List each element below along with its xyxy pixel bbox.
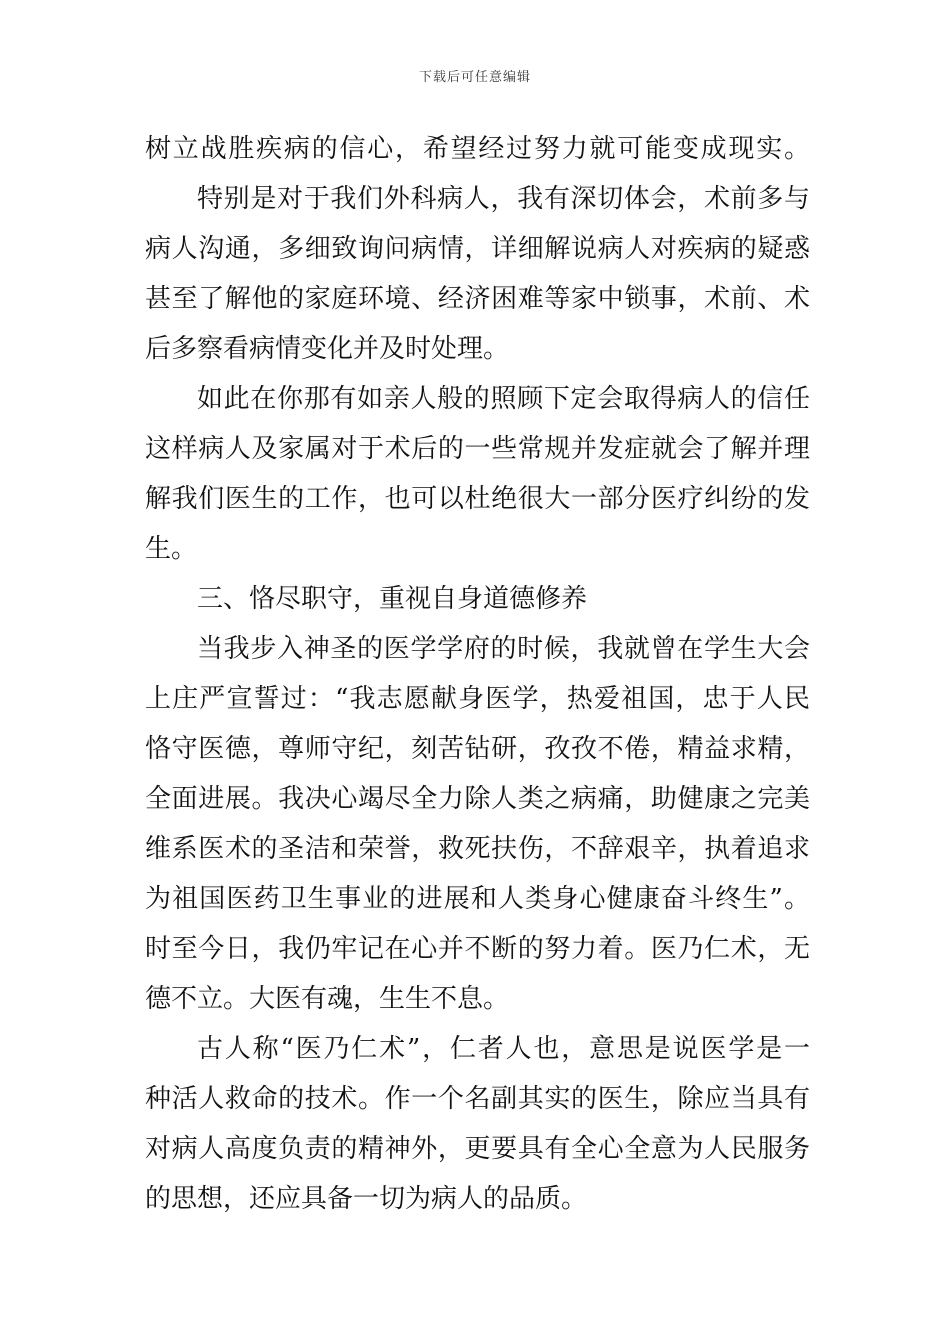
text-line: 树立战胜疾病的信心，希望经过努力就可能变成现实。 bbox=[145, 134, 810, 164]
text-line: 病人沟通，多细致询问病情，详细解说病人对疾病的疑惑 bbox=[145, 234, 810, 264]
text-line: 生。 bbox=[145, 534, 198, 564]
text-line: 德不立。大医有魂，生生不息。 bbox=[145, 984, 510, 1014]
text-line: 恪守医德，尊师守纪，刻苦钻研，孜孜不倦，精益求精， bbox=[145, 734, 810, 764]
document-body bbox=[145, 124, 810, 1224]
text-line: 时至今日，我仍牢记在心并不断的努力着。医乃仁术，无 bbox=[145, 934, 810, 964]
text-line: 特别是对于我们外科病人，我有深切体会，术前多与 bbox=[197, 184, 810, 214]
text-line: 甚至了解他的家庭环境、经济困难等家中锁事，术前、术 bbox=[145, 284, 810, 314]
text-line: 当我步入神圣的医学学府的时候，我就曾在学生大会 bbox=[197, 634, 810, 664]
text-line: 这样病人及家属对于术后的一些常规并发症就会了解并理 bbox=[145, 434, 810, 464]
text-line: 的思想，还应具备一切为病人的品质。 bbox=[145, 1184, 588, 1214]
text-line: 全面进展。我决心竭尽全力除人类之病痛，助健康之完美 bbox=[145, 784, 810, 814]
text-line: 后多察看病情变化并及时处理。 bbox=[145, 334, 510, 364]
text-line: 维系医术的圣洁和荣誉，救死扶伤，不辞艰辛，执着追求 bbox=[145, 834, 810, 864]
text-line: 对病人高度负责的精神外，更要具有全心全意为人民服务 bbox=[145, 1134, 810, 1164]
text-line: 上庄严宣誓过：“我志愿献身医学，热爱祖国，忠于人民 bbox=[145, 684, 810, 714]
text-line: 古人称“医乃仁术”，仁者人也，意思是说医学是一 bbox=[197, 1034, 810, 1064]
text-line: 为祖国医药卫生事业的进展和人类身心健康奋斗终生”。 bbox=[145, 884, 810, 914]
text-line: 种活人救命的技术。作一个名副其实的医生，除应当具有 bbox=[145, 1084, 810, 1114]
header-note: 下载后可任意编辑 bbox=[418, 70, 531, 85]
text-line: 如此在你那有如亲人般的照顾下定会取得病人的信任 bbox=[197, 384, 810, 414]
text-line: 解我们医生的工作，也可以杜绝很大一部分医疗纠纷的发 bbox=[145, 484, 810, 514]
section-heading: 三、恪尽职守，重视自身道德修养 bbox=[197, 584, 588, 614]
